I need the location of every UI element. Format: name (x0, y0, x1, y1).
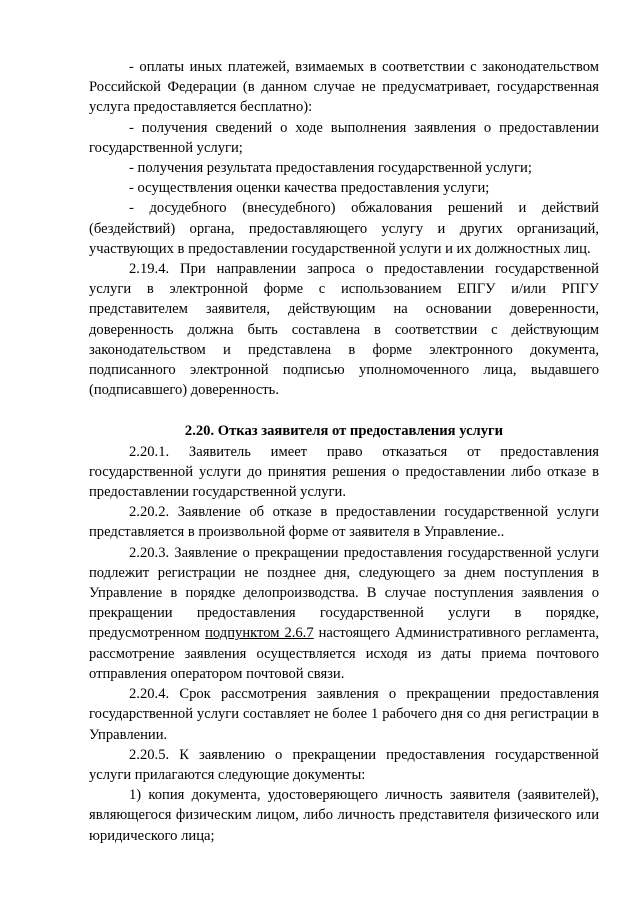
link-subpoint-2-6-7[interactable]: подпунктом 2.6.7 (205, 625, 314, 642)
paragraph-2-20-3-text-start: 2.20.3. Заявление о прекращении предоставления государственной услуги подлежит регистрации не позднее дня, следующего за днем поступления в Управление в порядке делопроизводства. В случае поступления заявления о прекращении предоставления государственной услуги в порядке, предусмотренном (89, 544, 599, 642)
paragraph-application-status: - получения сведений о ходе выполнения заявления о предоставлении государственной услуги; (89, 119, 599, 156)
section-heading-2-20: 2.20. Отказ заявителя от предоставления услуги (184, 423, 504, 440)
paragraph-2-20-3 (89, 543, 599, 684)
paragraph-2-19-4: 2.19.4. При направлении запроса о предоставлении государственной услуги в электронной форме с использованием ЕПГУ и/или РПГУ представителем заявителя, действующим на основании доверенности, доверенность должна быть составлена в соответствии с действующим законодательством и представлена в форме электронного документа, подписанного электронной подписью уполномоченного лица, выдавшего (подписавшего) доверенность. (89, 261, 599, 399)
paragraph-2-20-3-text-end: настоящего Административного регламента, рассмотрение заявления осуществляется исходя из даты приема почтового отправления оператором почтовой связи. (89, 625, 599, 682)
paragraph-2-20-2: 2.20.2. Заявление об отказе в предоставлении государственной услуги представляется в произвольной форме от заявителя в Управление.. (89, 504, 599, 541)
list-item-document-copy: 1) копия документа, удостоверяющего личность заявителя (заявителей), являющегося физическим лицом, либо личность представителя физического или юридического лица; (89, 787, 599, 844)
paragraph-service-result: - получения результата предоставления государственной услуги; (129, 160, 532, 177)
paragraph-2-20-5: 2.20.5. К заявлению о прекращении предоставления государственной услуги прилагаются следующие документы: (89, 746, 599, 783)
document-page (89, 57, 599, 846)
paragraph-pretrial-appeal: - досудебного (внесудебного) обжалования решений и действий (бездействий) органа, предоставляющего услугу и других организаций, участвующих в предоставлении государственной услуги и их должностных лиц. (89, 200, 599, 257)
paragraph-quality-assessment: - осуществления оценки качества предоставления услуги; (129, 180, 490, 197)
paragraph-other-payments: - оплаты иных платежей, взимаемых в соответствии с законодательством Российской Федерации (в данном случае не предусматривает, государственная услуга предоставляется бесплатно): (89, 59, 599, 116)
paragraph-2-20-1: 2.20.1. Заявитель имеет право отказаться от предоставления государственной услуги до принятия решения о предоставлении либо отказе в предоставлении государственной услуги. (89, 443, 599, 501)
paragraph-2-20-4: 2.20.4. Срок рассмотрения заявления о прекращении предоставления государственной услуги составляет не более 1 рабочего дня со дня регистрации в Управлении. (89, 686, 599, 743)
